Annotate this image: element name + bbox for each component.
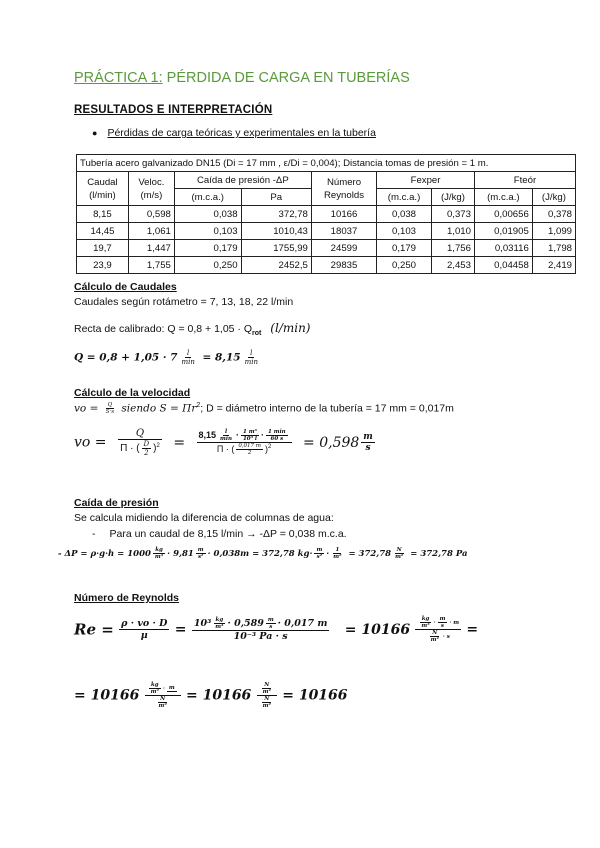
caida-heading: Caída de presión	[74, 497, 159, 509]
table-cell: 1,755	[128, 257, 174, 274]
table-cell: 0,598	[128, 206, 174, 223]
header-reynolds: Número Reynolds	[311, 172, 376, 206]
table-cell: 0,103	[377, 223, 432, 240]
reynolds-equation-2: = 10166 $\frac{kg}{\text{m²}}$ · m $\frac{N}{\text{m²}}$ = 10166 $\frac{\frac{N}{\text{m²}}}{\frac{N}{\text{m²}}}$ = 10166	[74, 682, 348, 709]
caida-dash-item: - Para un caudal de 8,15 l/min → -ΔP = 0,038 m.c.a.	[92, 528, 347, 540]
table-cell: 0,00656	[474, 206, 532, 223]
velocidad-equation: vo = Q Π · ( $\frac{D}{2}$ )$^2$ = 8,15 $\frac{l}{\min}$ · $\frac{\text{1 m³}}{\text{10³ l}}$ · $\frac{1 \min}{60 s}$ Π · ( $\frac{0,017 m}{2}$ )$^2$ = 0,598 $\frac{m}{s}$	[74, 428, 373, 457]
table-cell: 29835	[311, 257, 376, 274]
table-cell: 0,373	[431, 206, 474, 223]
table-cell: 0,378	[532, 206, 575, 223]
page-title	[74, 70, 410, 86]
subheader-cell: (m.c.a.)	[174, 189, 241, 206]
table-cell: 19,7	[77, 240, 129, 257]
title-prefix: PRÁCTICA 1:	[74, 70, 163, 86]
caida-equation: - ΔP = ρ·g·h = 1000 $\frac{kg}{\text{m³}}$ · 9,81 $\frac{m}{\text{s²}}$ · 0,038m = 372,78 kg· $\frac{m}{\text{s²}}$ · $\frac{1}{\text{m²}}$ = 372,78 $\frac{N}{\text{m²}}$ = 372,78 Pa	[58, 547, 468, 560]
velocidad-definition: vo = $\frac{Q}{S\cdot s}$ siendo $S = \Pi r^2$; D = diámetro interno de la tubería = 17 mm = 0,017m	[74, 402, 454, 416]
table-cell: 14,45	[77, 223, 129, 240]
table-cell: 0,01905	[474, 223, 532, 240]
table-cell: 8,15	[77, 206, 129, 223]
table-caption: Tubería acero galvanizado DN15 (Di = 17 mm , ε/Di = 0,004); Distancia tomas de presión = 1 m.	[77, 155, 576, 172]
subheader-cell: Pa	[241, 189, 311, 206]
table-cell: 372,78	[241, 206, 311, 223]
table-row	[77, 223, 576, 240]
table-row	[77, 206, 576, 223]
table-cell: 2,453	[431, 257, 474, 274]
table-cell: 1755,99	[241, 240, 311, 257]
caida-line: Se calcula midiendo la diferencia de columnas de agua:	[74, 512, 334, 524]
caudales-heading: Cálculo de Caudales	[74, 281, 177, 293]
table-cell: 0,179	[377, 240, 432, 257]
reynolds-equation-1: Re = $\frac{\rho \cdot vo \cdot D}{\mu}$ = 10³ $\frac{kg}{\text{m³}}$ · 0,589 $\frac{m}{s}$ · 0,017 m 10⁻³ Pa · s = 10166 $\frac{kg}{\text{m³}}$ · $\frac{m}{s}$ · m $\frac{N}{\text{m²}}$ · s =	[74, 616, 479, 643]
header-fexper: Fexper	[377, 172, 475, 189]
header-fteor: Fteór	[474, 172, 575, 189]
title-rest: PÉRDIDA DE CARGA EN TUBERÍAS	[162, 70, 410, 86]
table-row	[77, 240, 576, 257]
table-cell: 0,250	[377, 257, 432, 274]
header-caida-presion: Caída de presión -ΔP	[174, 172, 311, 189]
table-cell: 1,099	[532, 223, 575, 240]
subheader-cell: (m.c.a.)	[377, 189, 432, 206]
table-cell: 0,04458	[474, 257, 532, 274]
table-cell: 1,756	[431, 240, 474, 257]
bullet-item	[92, 127, 376, 139]
table-cell: 1010,43	[241, 223, 311, 240]
table-cell: 1,010	[431, 223, 474, 240]
subheader-cell: (J/kg)	[431, 189, 474, 206]
table-cell: 0,250	[174, 257, 241, 274]
subheader-cell: (m.c.a.)	[474, 189, 532, 206]
table-cell: 2452,5	[241, 257, 311, 274]
table-cell: 1,447	[128, 240, 174, 257]
table-cell: 18037	[311, 223, 376, 240]
section-heading: RESULTADOS E INTERPRETACIÓN	[74, 104, 273, 116]
table-cell: 10166	[311, 206, 376, 223]
bullet-dot-icon: ●	[92, 128, 98, 138]
results-table	[76, 154, 576, 274]
caudales-line: Caudales según rotámetro = 7, 13, 18, 22 l/min	[74, 296, 294, 308]
table-cell: 23,9	[77, 257, 129, 274]
table-cell: 0,103	[174, 223, 241, 240]
table-cell: 2,419	[532, 257, 575, 274]
table-cell: 0,179	[174, 240, 241, 257]
header-caudal: Caudal (l/min)	[77, 172, 129, 206]
bullet-text: Pérdidas de carga teóricas y experimentales en la tubería	[107, 127, 376, 139]
table-cell: 24599	[311, 240, 376, 257]
subheader-cell: (J/kg)	[532, 189, 575, 206]
calibration-line: Recta de calibrado: $Q = 0,8 + 1,05 \cdot Q_{rot}$ (l/min)	[74, 321, 311, 338]
table-cell: 1,798	[532, 240, 575, 257]
table-cell: 0,038	[377, 206, 432, 223]
table-cell: 1,061	[128, 223, 174, 240]
table-row	[77, 257, 576, 274]
caudal-equation: Q = 0,8 + 1,05 · 7 $\frac{l}{\min}$ = 8,15 $\frac{l}{\min}$	[74, 349, 258, 366]
table-cell: 0,038	[174, 206, 241, 223]
table-cell: 0,03116	[474, 240, 532, 257]
velocidad-heading: Cálculo de la velocidad	[74, 387, 191, 399]
reynolds-heading: Número de Reynolds	[74, 592, 180, 604]
header-velocidad: Veloc. (m/s)	[128, 172, 174, 206]
